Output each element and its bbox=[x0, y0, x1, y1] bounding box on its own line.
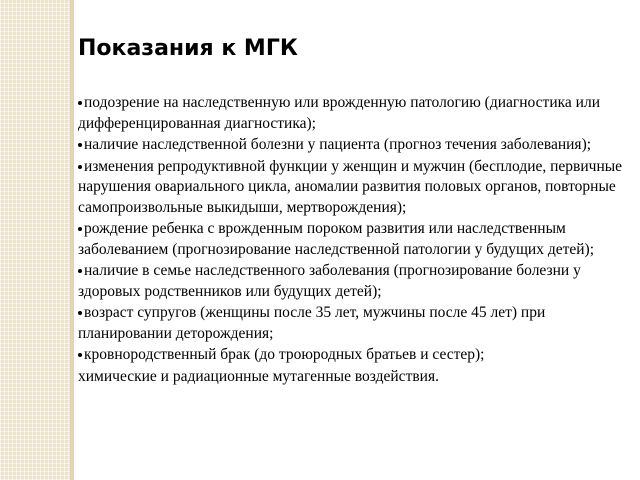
bullet-icon bbox=[78, 143, 82, 147]
list-item bbox=[78, 219, 634, 260]
list-item-text: подозрение на наследственную или врожденную патологию (диагностика или дифференцированная диагностика); bbox=[78, 94, 601, 132]
list-item-text: наличие наследственной болезни у пациента (прогноз течения заболевания); bbox=[84, 136, 592, 153]
bullet-icon bbox=[78, 311, 82, 315]
decorative-side-strip bbox=[0, 0, 70, 480]
slide-title: Показания к МГК bbox=[78, 36, 298, 61]
list-item-text: наличие в семье наследственного заболевания (прогнозирование болезни у здоровых родственников или будущих детей); bbox=[78, 262, 581, 300]
list-item bbox=[78, 135, 634, 156]
list-item bbox=[78, 93, 634, 134]
list-continuation-text: химические и радиационные мутагенные воздействия. bbox=[78, 367, 439, 385]
bullet-icon bbox=[78, 227, 82, 231]
list-item bbox=[78, 345, 634, 366]
list-item-text: возраст супругов (женщины после 35 лет, мужчины после 45 лет) при планировании деторождения; bbox=[78, 304, 546, 342]
indications-list bbox=[78, 93, 634, 387]
bullet-icon bbox=[78, 269, 82, 273]
list-item bbox=[78, 303, 634, 344]
list-item bbox=[78, 261, 634, 302]
bullet-icon bbox=[78, 101, 82, 105]
decorative-side-edge bbox=[70, 0, 74, 480]
list-item-text: изменения репродуктивной функции у женщин и мужчин (бесплодие, первичные нарушения овариального цикла, аномалии развития половых органов, повторные самопроизвольные выкидыши, мертворождения); bbox=[78, 157, 623, 216]
list-item-text: кровнородственный брак (до троюродных братьев и сестер); bbox=[84, 346, 485, 363]
bullet-icon bbox=[78, 165, 82, 169]
bullet-icon bbox=[78, 353, 82, 357]
list-item-text: рождение ребенка с врожденным пороком развития или наследственным заболеванием (прогнозирование наследственной патологии у будущих детей); bbox=[78, 220, 594, 258]
list-item bbox=[78, 157, 634, 219]
list-continuation bbox=[78, 367, 634, 388]
